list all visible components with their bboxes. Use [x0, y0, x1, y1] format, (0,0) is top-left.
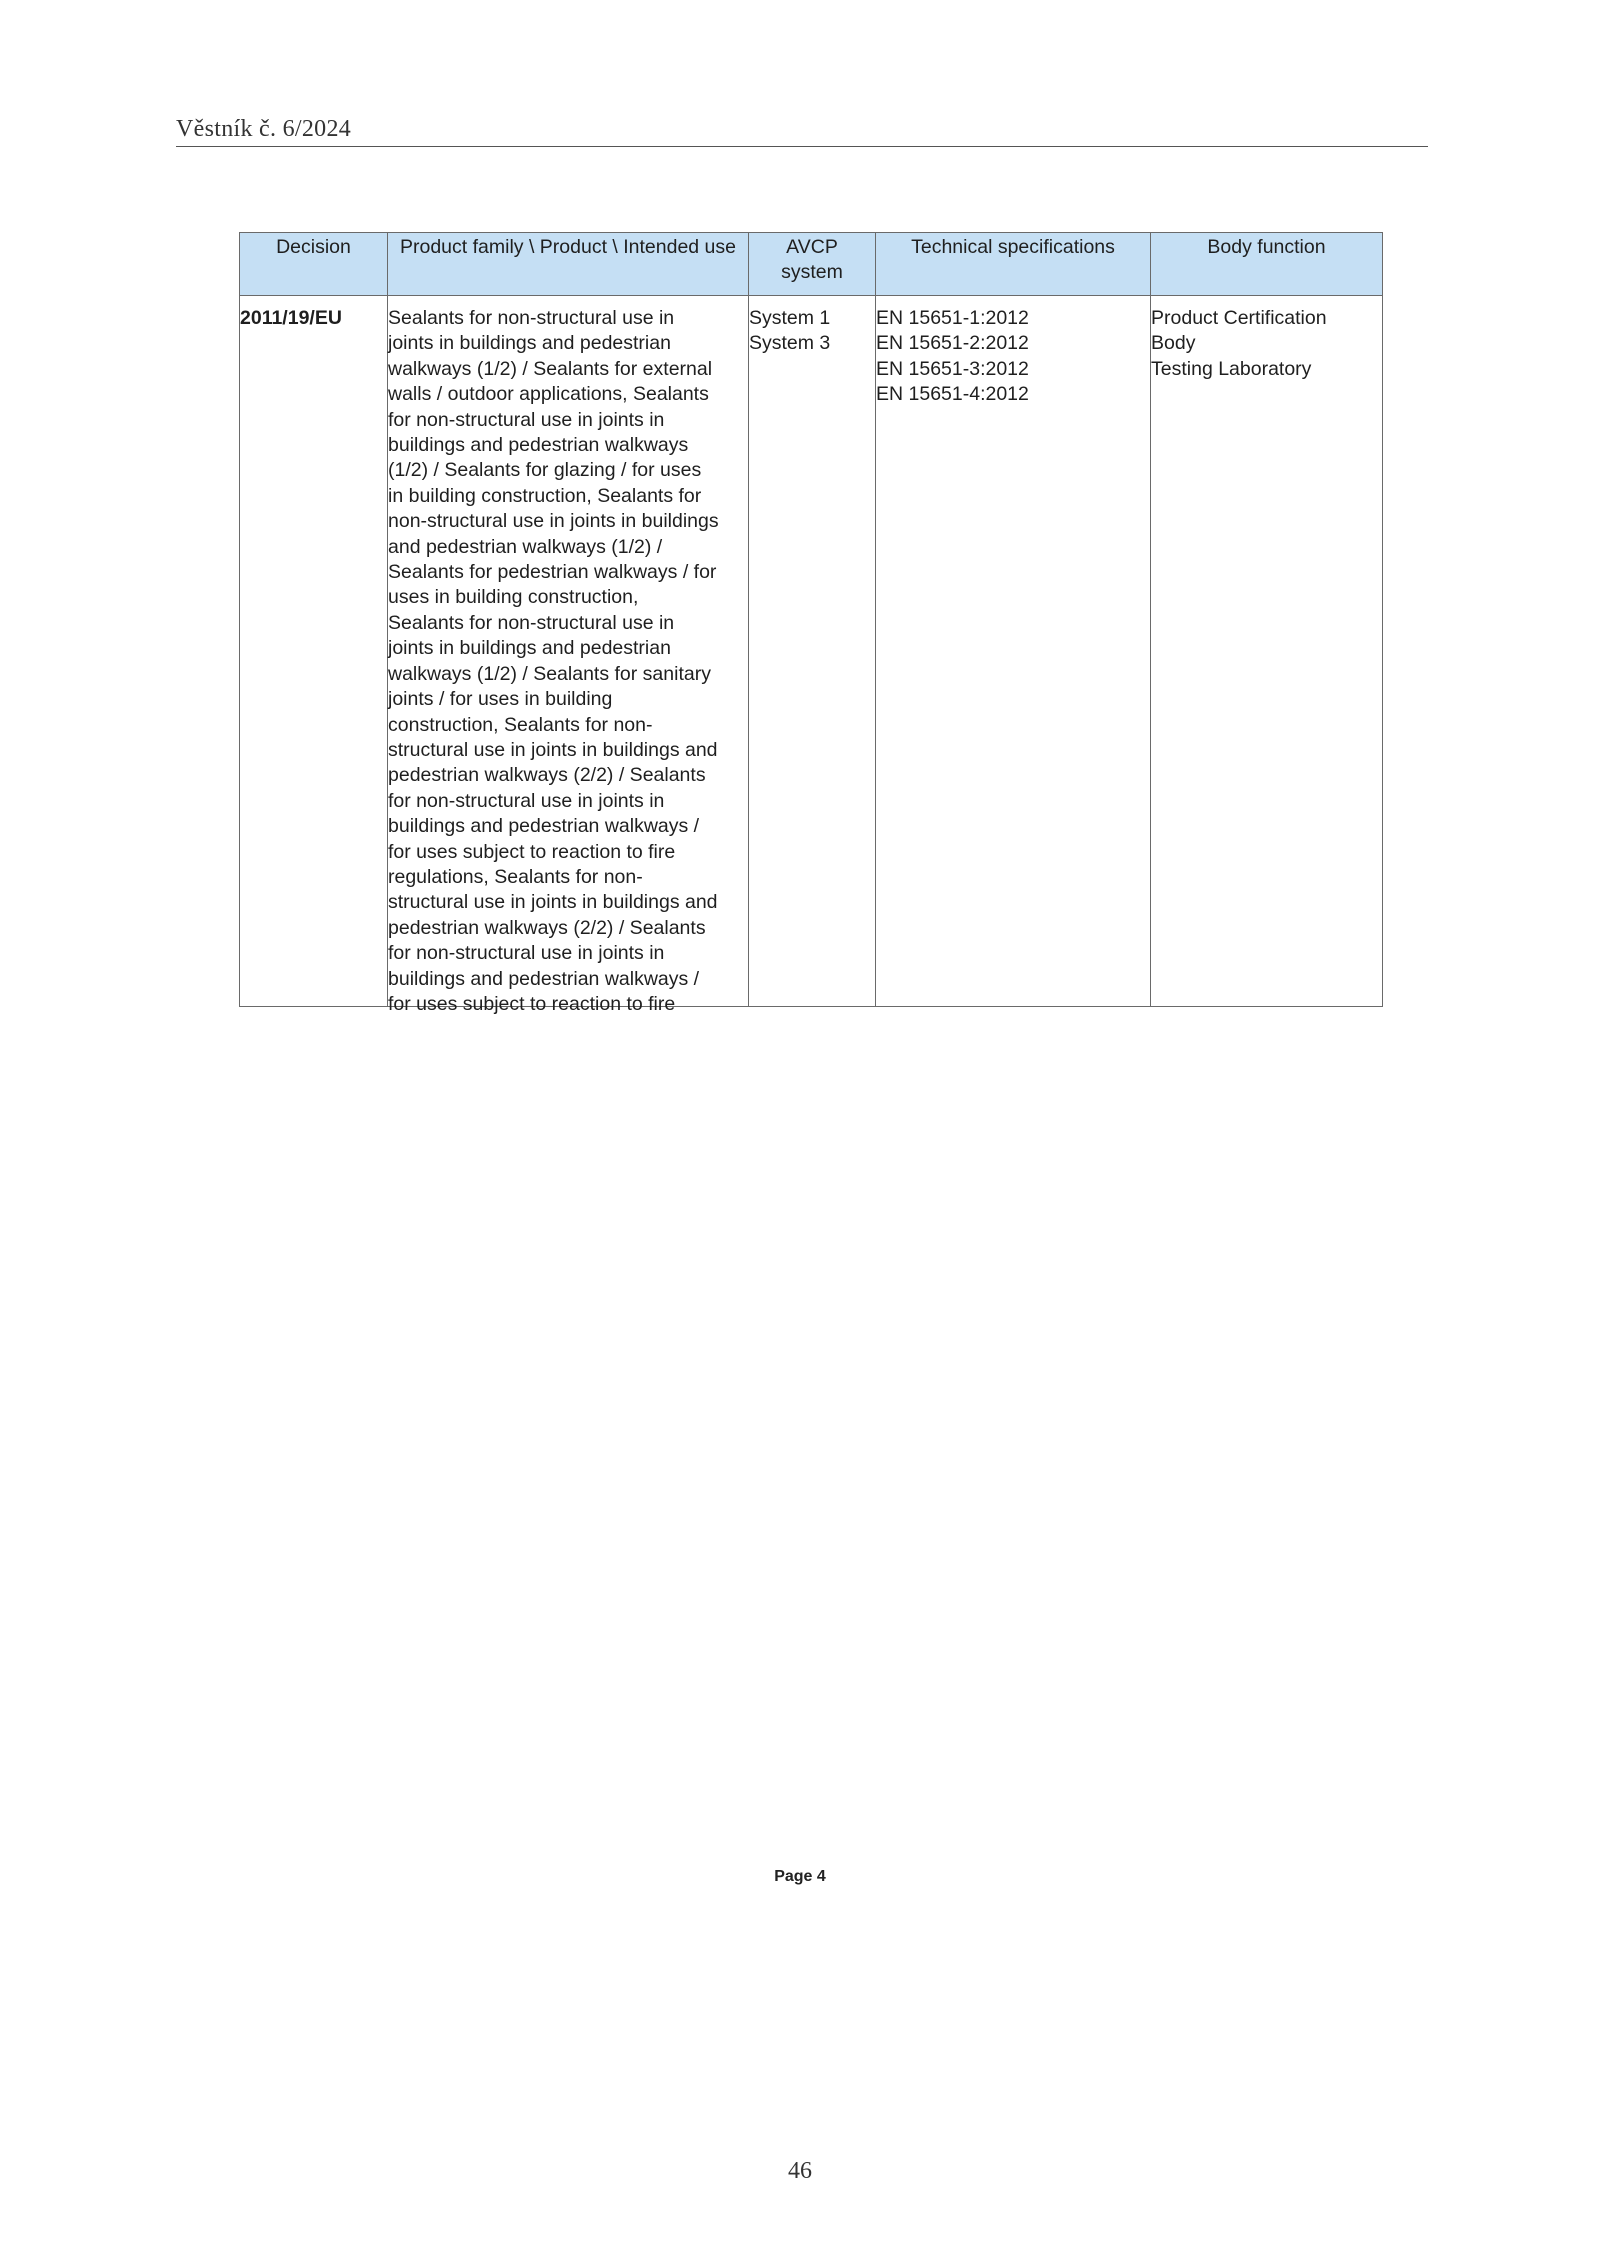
product-text-line: walkways (1/2) / Sealants for sanitary	[388, 662, 711, 685]
spacer-cell	[876, 296, 1151, 307]
product-text-line: for non-structural use in joints in	[388, 789, 665, 812]
avcp-system-item: System 3	[749, 332, 831, 355]
body-function-line: Product Certification	[1151, 307, 1327, 329]
product-text-line: joints in buildings and pedestrian	[388, 637, 671, 660]
technical-specification-item: EN 15651-2:2012	[876, 332, 1029, 355]
avcp-system-list	[749, 306, 875, 357]
journal-title: Věstník č. 6/2024	[176, 116, 352, 142]
page-label: Page 4	[774, 1868, 826, 1885]
body-function-list	[1151, 306, 1382, 382]
product-description	[388, 306, 748, 1015]
product-text-line: buildings and pedestrian walkways	[388, 434, 689, 457]
spacer-row	[240, 296, 1383, 307]
body-function-cell	[1151, 306, 1383, 1007]
spacer-cell	[240, 296, 388, 307]
decision-code: 2011/19/EU	[240, 307, 342, 329]
page-header	[176, 112, 1428, 147]
product-text-line: buildings and pedestrian walkways /	[388, 967, 700, 990]
product-text-line: structural use in joints in buildings and	[388, 891, 718, 914]
product-text-line: (1/2) / Sealants for glazing / for uses	[388, 459, 702, 482]
product-text-line: construction, Sealants for non-	[388, 713, 653, 736]
spacer-cell	[1151, 296, 1383, 307]
product-text-line: regulations, Sealants for non-	[388, 865, 643, 888]
column-header-technical-specifications: Technical specifications	[876, 233, 1151, 296]
product-text-line: walkways (1/2) / Sealants for external	[388, 357, 713, 380]
product-text-line: non-structural use in joints in buildings	[388, 510, 719, 533]
avcp-system-item: System 1	[749, 307, 831, 329]
product-text-line: and pedestrian walkways (1/2) /	[388, 535, 663, 558]
spacer-cell	[749, 296, 876, 307]
product-text-line: pedestrian walkways (2/2) / Sealants	[388, 916, 706, 939]
product-text-line: uses in building construction,	[388, 586, 639, 609]
technical-specification-item: EN 15651-3:2012	[876, 357, 1029, 380]
avcp-cell	[749, 306, 876, 1007]
product-cell	[388, 306, 749, 1015]
table-row	[240, 306, 1383, 1007]
product-text-line: Sealants for non-structural use in	[388, 611, 675, 634]
product-text-line: for non-structural use in joints in	[388, 408, 665, 431]
column-header-decision: Decision	[240, 233, 388, 296]
product-text-line: joints / for uses in building	[388, 688, 613, 711]
product-text-line: in building construction, Sealants for	[388, 484, 702, 507]
technical-specification-item: EN 15651-1:2012	[876, 307, 1029, 329]
table-header-row	[240, 233, 1383, 296]
column-header-product: Product family \ Product \ Intended use	[388, 233, 749, 296]
technical-specification-item: EN 15651-4:2012	[876, 383, 1029, 406]
product-text-line: buildings and pedestrian walkways /	[388, 815, 700, 838]
body-function-line: Body	[1151, 332, 1196, 355]
product-text-line: for uses subject to reaction to fire	[388, 992, 676, 1015]
product-text-line: joints in buildings and pedestrian	[388, 332, 671, 355]
technical-specifications-cell	[876, 306, 1151, 1007]
decisions-table	[239, 232, 1383, 1015]
product-text-line: Sealants for non-structural use in	[388, 307, 675, 329]
product-text-line: structural use in joints in buildings and	[388, 738, 718, 761]
product-text-line: for non-structural use in joints in	[388, 942, 665, 965]
column-header-body-function: Body function	[1151, 233, 1383, 296]
column-header-avcp: AVCP system	[749, 233, 876, 296]
product-text-line: for uses subject to reaction to fire	[388, 840, 676, 863]
spacer-cell	[388, 296, 749, 307]
page-number: 46	[788, 2158, 812, 2184]
product-text-line: walls / outdoor applications, Sealants	[388, 383, 709, 406]
product-text-line: pedestrian walkways (2/2) / Sealants	[388, 764, 706, 787]
product-text-line: Sealants for pedestrian walkways / for	[388, 561, 717, 584]
decision-cell	[240, 306, 388, 1007]
body-function-line: Testing Laboratory	[1151, 357, 1312, 380]
technical-specification-list	[876, 306, 1150, 408]
